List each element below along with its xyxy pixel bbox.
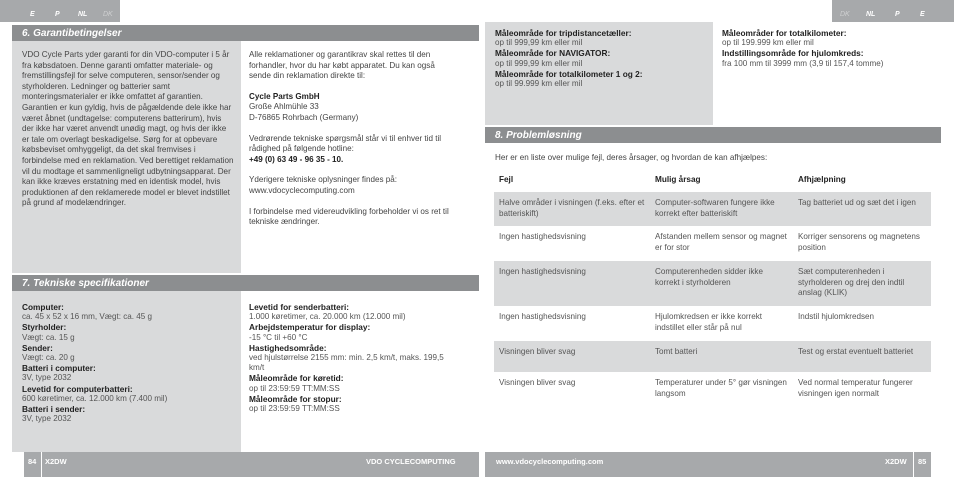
spec-continued-col2 xyxy=(722,28,947,69)
top-bar-right xyxy=(832,0,954,22)
table-row xyxy=(494,261,931,306)
cause-cell: Hjulomkredsen er ikke korrekt indstillet eller står på nul xyxy=(650,306,793,341)
spec-value: -15 °C til +60 °C xyxy=(249,332,308,342)
remedy-cell: Indstil hjulomkredsen xyxy=(793,306,931,341)
cause-cell: Tomt batteri xyxy=(650,341,793,372)
spec-value: op til 199.999 km eller mil xyxy=(722,38,814,48)
lang-tab-e[interactable]: E xyxy=(30,11,35,18)
header-cause: Mulig årsag xyxy=(655,175,701,184)
spec-label: Måleområde for køretid: xyxy=(249,373,344,384)
info-link-text: Yderigere tekniske oplysninger findes på: www.vdocyclecomputing.com xyxy=(249,175,398,195)
section7-heading: 7. Tekniske specifikationer xyxy=(12,275,479,291)
spec-continued-col1 xyxy=(495,28,710,89)
spec-label: Måleområde for tripdistancetæller: xyxy=(495,28,632,38)
cause-cell: Computer-softwaren fungere ikke korrekt efter batteriskift xyxy=(650,192,793,226)
spec-label: Måleområde for stopur: xyxy=(249,393,342,404)
table-header-row xyxy=(494,171,931,192)
table-row xyxy=(494,372,931,414)
company-name: Cycle Parts GmbH xyxy=(249,91,320,101)
header-fault: Fejl xyxy=(499,175,514,184)
spec-label: Hastighedsområde: xyxy=(249,342,327,353)
spec-label: Måleområde for NAVIGATOR: xyxy=(495,48,611,59)
footer-model-right: X2DW xyxy=(885,457,907,466)
spec-value: op til 23:59:59 TT:MM:SS xyxy=(249,383,340,393)
lang-tab-dk[interactable]: DK xyxy=(103,11,113,18)
section6-heading: 6. Garantibetingelser xyxy=(12,25,479,41)
specs-right-column xyxy=(249,302,459,414)
spec-value: 3V, type 2032 xyxy=(22,373,72,383)
troubleshooting-table xyxy=(494,171,931,414)
remedy-cell: Tag batteriet ud og sæt det i igen xyxy=(793,192,931,226)
warranty-text: VDO Cycle Parts yder garanti for din VDO-computer i 5 år fra købsdatoen. Denne garanti omfatter materiale- og fremstillingsfejl for selve computeren, sensor/sender og styrholderen. Ledninger og batterier samt monteringsmaterialer er ikke omfattet af garantien. Garantien er kun gyldig, hvis de pågældende dele ikke har været åbnet (undtagelse: computerens batterirum), hvis der ikke har været anvendt unødig magt, og hvis der ikke er tale om overlagt beskadigelse. Sørg for at opbevare købsbeviset omhyggeligt, da det skal fremvises i forbindelse med en reklamation. Ved berettiget reklamation vil du modtage et sammenligneligt udbytningsapparat. Der kan ikke kræves erstatning med en identisk model, hvis produktionen af den reklamerede model er blevet indstillet på grund af modelændringer. xyxy=(22,50,234,208)
spec-value: op til 999,99 km eller mil xyxy=(495,58,583,68)
spec-label: Sender: xyxy=(22,342,53,353)
footer-url[interactable]: www.vdocyclecomputing.com xyxy=(496,457,604,466)
fault-cell: Visningen bliver svag xyxy=(494,372,650,414)
lang-tab-dk-right[interactable]: DK xyxy=(840,11,850,18)
lang-tab-p[interactable]: P xyxy=(55,11,60,18)
table-row xyxy=(494,341,931,372)
footer-page-divider-left xyxy=(41,452,42,477)
spec-label: Arbejdstemperatur for display: xyxy=(249,322,371,333)
top-bar-left xyxy=(0,0,120,22)
lang-tab-p-right[interactable]: P xyxy=(895,11,900,18)
fault-cell: Ingen hastighedsvisning xyxy=(494,306,650,341)
lang-tab-nl[interactable]: NL xyxy=(78,11,88,18)
footer-page-number-left: 84 xyxy=(28,457,37,466)
spec-value: Vægt: ca. 20 g xyxy=(22,353,75,363)
cause-cell: Afstanden mellem sensor og magnet er for stor xyxy=(650,226,793,261)
remedy-cell: Ved normal temperatur fungerer visningen igen normalt xyxy=(793,372,931,414)
spec-label: Levetid for computerbatteri: xyxy=(22,383,133,394)
spec-value: 3V, type 2032 xyxy=(22,414,72,424)
footer-page-number-right: 85 xyxy=(918,457,927,466)
spec-value: 600 køretimer, ca. 12.000 km (7.400 mil) xyxy=(22,393,168,403)
hotline-intro: Vedrørende tekniske spørgsmål står vi til enhver tid til rådighed på følgende hotline: xyxy=(249,133,442,154)
footer-brand: VDO CYCLECOMPUTING xyxy=(366,457,456,466)
footer-page-divider-right xyxy=(913,452,914,477)
contact-intro: Alle reklamationer og garantikrav skal rettes til den forhandler, hvor du har købt apparatet. Du kan også sende din reklamation direkte til: xyxy=(249,50,435,81)
spec-value: op til 23:59:59 TT:MM:SS xyxy=(249,404,340,414)
spec-value: ved hjulstørrelse 2155 mm: min. 2,5 km/t, maks. 199,5 km/t xyxy=(249,353,444,373)
spec-label: Indstillingsområde for hjulomkreds: xyxy=(722,48,864,59)
spec-label: Levetid for senderbatteri: xyxy=(249,302,350,312)
spec-label: Måleområde for totalkilometer 1 og 2: xyxy=(495,68,643,79)
spec-label: Batteri i computer: xyxy=(22,363,96,374)
spec-label: Styrholder: xyxy=(22,322,67,333)
lang-tab-nl-right[interactable]: NL xyxy=(866,11,876,18)
spec-value: op til 999,99 km eller mil xyxy=(495,38,583,48)
spec-value: Vægt: ca. 15 g xyxy=(22,332,75,342)
fault-cell: Halve områder i visningen (f.eks. efter et batteriskift) xyxy=(494,192,650,226)
spec-value: 1.000 køretimer, ca. 20.000 km (12.000 mil) xyxy=(249,312,406,322)
spec-value: op til 99.999 km eller mil xyxy=(495,79,583,89)
table-row xyxy=(494,226,931,261)
remedy-cell: Sæt computerenheden i styrholderen og drej den indtil anslag (KLIK) xyxy=(793,261,931,306)
fault-cell: Ingen hastighedsvisning xyxy=(494,226,650,261)
table-row xyxy=(494,192,931,226)
rights-text: I forbindelse med videreudvikling forbeholder vi os ret til tekniske ændringer. xyxy=(249,206,449,227)
footer-model-left: X2DW xyxy=(45,457,67,466)
company-street: Große Ahlmühle 33 xyxy=(249,102,319,112)
hotline-number: +49 (0) 63 49 - 96 35 - 10. xyxy=(249,154,344,164)
company-city: D-76865 Rohrbach (Germany) xyxy=(249,112,359,122)
lang-tab-e-right[interactable]: E xyxy=(920,11,925,18)
remedy-cell: Test og erstat eventuelt batteriet xyxy=(793,341,931,372)
spec-label: Måleområder for totalkilometer: xyxy=(722,28,847,38)
troubleshooting-intro: Her er en liste over mulige fejl, deres årsager, og hvordan de kan afhjælpes: xyxy=(495,153,768,162)
header-remedy: Afhjælpning xyxy=(798,175,846,184)
spec-label: Batteri i sender: xyxy=(22,404,86,415)
spec-label: Computer: xyxy=(22,302,64,312)
cause-cell: Temperaturer under 5° gør visningen langsom xyxy=(650,372,793,414)
cause-cell: Computerenheden sidder ikke korrekt i styrholderen xyxy=(650,261,793,306)
spec-value: fra 100 mm til 3999 mm (3,9 til 157,4 tomme) xyxy=(722,58,884,68)
spec-value: ca. 45 x 52 x 16 mm, Vægt: ca. 45 g xyxy=(22,312,153,322)
warranty-contact-block xyxy=(249,50,454,228)
section8-heading: 8. Problemløsning xyxy=(485,127,941,143)
fault-cell: Ingen hastighedsvisning xyxy=(494,261,650,306)
specs-left-column xyxy=(22,302,237,424)
fault-cell: Visningen bliver svag xyxy=(494,341,650,372)
remedy-cell: Korriger sensorens og magnetens position xyxy=(793,226,931,261)
table-row xyxy=(494,306,931,341)
